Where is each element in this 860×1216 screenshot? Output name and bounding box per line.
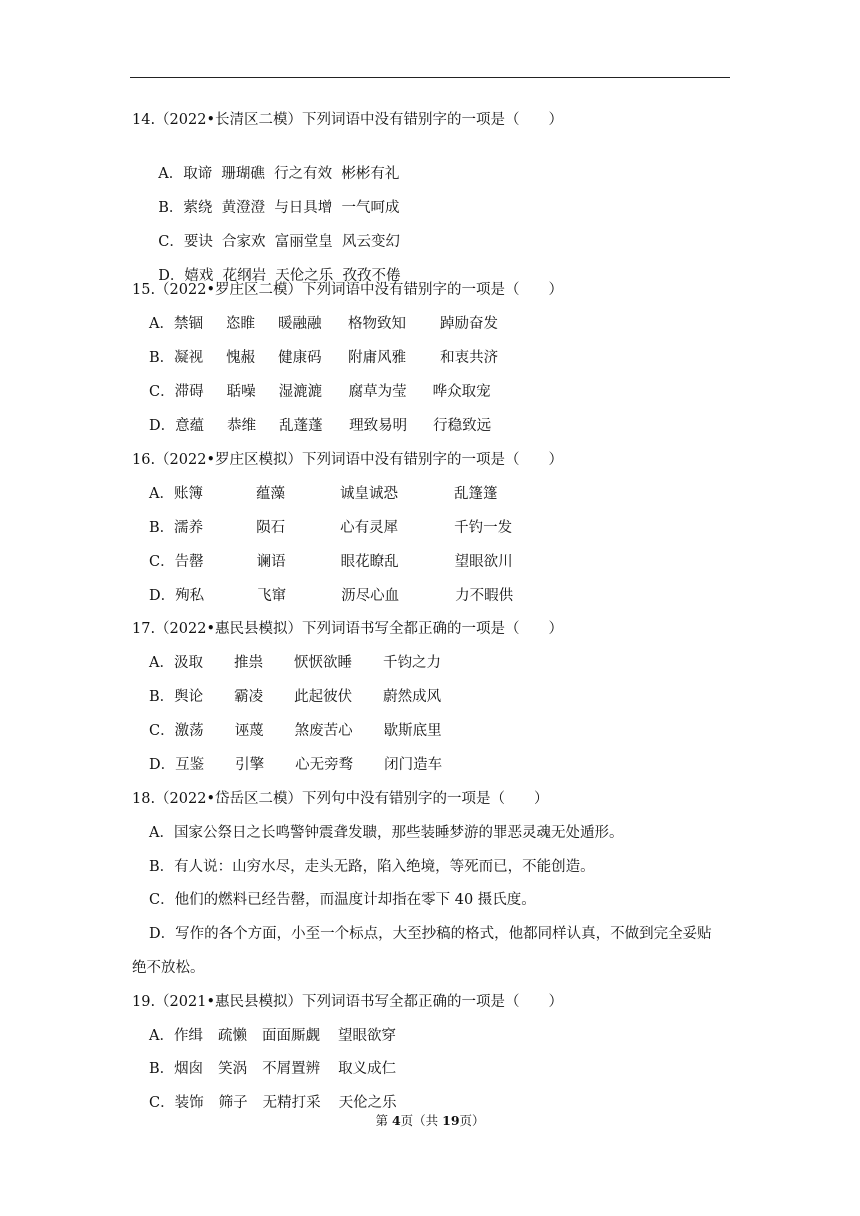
option-16-c: C．告罄 谰语 眼花瞭乱 望眼欲川 [149,554,513,570]
option-16-a: A．账簿 蕴藻 诚皇诚恐 乱篷篷 [149,486,498,502]
page-total: 19 [442,1113,460,1128]
option-19-b: B．烟囱 笑涡 不屑置辨 取义成仁 [149,1061,397,1077]
option-19-a: A．作缉 疏懒 面面厮觑 望眼欲穿 [149,1028,396,1044]
question-stem-14: 14.（2022•长清区二模）下列词语中没有错别字的一项是（ ） [132,112,564,128]
question-stem-18: 18.（2022•岱岳区二模）下列句中没有错别字的一项是（ ） [132,791,549,807]
option-16-b: B．濡养 陨石 心有灵犀 千钓一发 [149,520,513,536]
option-17-a: A．汲取 推祟 恹恹欲睡 千钧之力 [149,655,441,671]
option-14-d: D．嬉戏 花纲岩 天伦之乐 孜孜不倦 [158,268,401,284]
option-16-d: D．殉私 飞窜 沥尽心血 力不暇供 [149,588,514,604]
option-18-c: C．他们的燃料已经告罄，而温度计却指在零下 40 摄氏度。 [149,892,536,908]
option-14-a: A．取谛 珊瑚礁 行之有效 彬彬有礼 [158,166,400,182]
option-18-d-continuation: 绝不放松。 [132,960,205,976]
question-stem-16: 16.（2022•罗庄区模拟）下列词语中没有错别字的一项是（ ） [132,452,564,468]
option-14-b: B．萦绕 黄澄澄 与日具增 一气呵成 [158,200,400,216]
option-19-c: C．装饰 筛子 无精打采 天伦之乐 [149,1095,397,1111]
option-15-a: A．禁锢 恣睢 暖融融 格物致知 踔励奋发 [149,316,498,332]
option-15-c: C．滞碍 聒噪 湿漉漉 腐草为莹 哗众取宠 [149,384,491,400]
question-stem-19: 19.（2021•惠民县模拟）下列词语书写全都正确的一项是（ ） [132,994,564,1010]
header-rule [130,77,730,78]
option-18-b: B．有人说：山穷水尽，走头无路，陷入绝境，等死而已，不能创造。 [149,859,595,875]
page-number: 4 [391,1113,401,1128]
option-17-d: D．互鉴 引擎 心无旁骛 闭门造车 [149,757,443,773]
page-footer: 第 4页（共 19页） [375,1113,485,1128]
option-17-c: C．激荡 诬蔑 煞废苦心 歇斯底里 [149,723,442,739]
option-15-b: B．凝视 愧赧 健康码 附庸风雅 和衷共济 [149,350,499,366]
option-14-c: C．要诀 合家欢 富丽堂皇 风云变幻 [158,234,400,250]
question-stem-17: 17.（2022•惠民县模拟）下列词语书写全都正确的一项是（ ） [132,621,564,637]
option-17-b: B．舆论 霸凌 此起彼伏 蔚然成风 [149,689,442,705]
option-18-a: A．国家公祭日之长鸣警钟震聋发聩，那些装睡梦游的罪恶灵魂无处遁形。 [149,825,624,841]
question-stem-15: 15.（2022•罗庄区二模）下列词语中没有错别字的一项是（ ） [132,282,564,298]
option-15-d: D．意蕴 恭维 乱蓬蓬 理致易明 行稳致远 [149,418,492,434]
option-18-d: D．写作的各个方面，小至一个标点，大至抄稿的格式，他都同样认真，不做到完全妥贴 [149,926,712,942]
